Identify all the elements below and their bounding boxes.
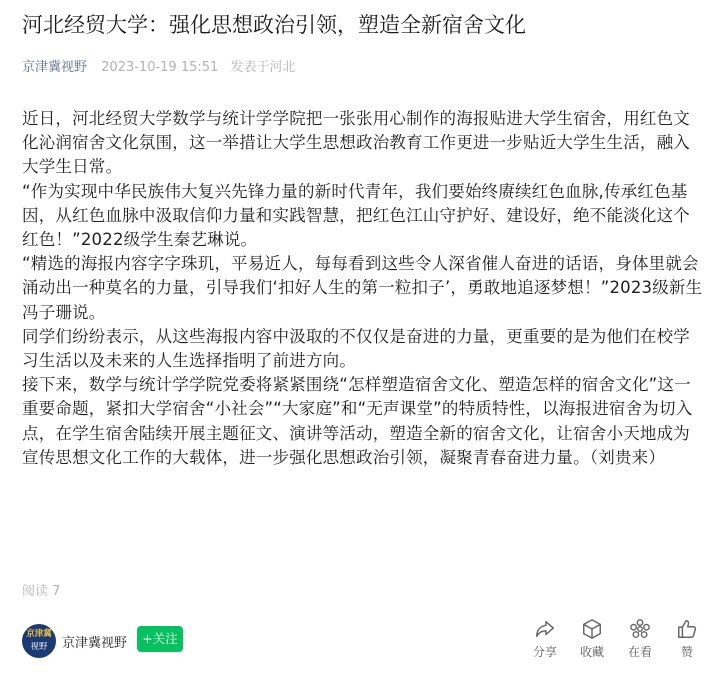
watching-icon [629, 618, 651, 640]
avatar-logo-text: 视野 [30, 642, 48, 652]
read-count: 阅读 7 [22, 584, 61, 599]
article-paragraph: 近日，河北经贸大学数学与统计学学院把一张张用心制作的海报贴进大学生宿舍，用红色文化沁润宿舍文化氛围，这一举措让大学生思想政治教育工作更进一步贴近大学生生活，融入大学生日常。 [22, 109, 690, 177]
collect-label: 收藏 [579, 645, 604, 659]
source-account-link[interactable]: 京津冀视野 [22, 60, 88, 75]
publish-location: 发表于河北 [230, 60, 296, 75]
article-paragraph: “精选的海报内容字字珠玑，平易近人，每每看到这些令人深省催人奋进的话语，身体里就会涌动出一种莫名的力量，引导我们‘扣好人生的第一粒扣子’，勇敢地追逐梦想！”2023级新生冯子珊说。 [22, 254, 703, 322]
watching-label: 在看 [627, 645, 652, 659]
publish-time: 2023-10-19 15:51 [101, 60, 219, 75]
share-button[interactable] [525, 618, 565, 660]
article-paragraph: 接下来，数学与统计学学院党委将紧紧围绕“怎样塑造宿舍文化、塑造怎样的宿舍文化”这一重要命题，紧扣大学宿舍“小社会”“大家庭”和“无声课堂”的特质特性，以海报进宿舍为切入点，在学生宿舍陆续开展主题征文、演讲等活动，塑造全新的宿舍文化，让宿舍小天地成为宣传思想文化工作的大载体，进一步强化思想政治引领，凝聚青春奋进力量。（刘贵来） [22, 375, 693, 467]
like-label: 赞 [680, 645, 693, 659]
account-avatar[interactable] [22, 624, 56, 658]
account-name[interactable]: 京津冀视野 [62, 636, 128, 651]
article-paragraph: “作为实现中华民族伟大复兴先锋力量的新时代青年，我们要始终赓续红色血脉,传承红色基因，从红色血脉中汲取信仰力量和实践智慧，把红色江山守护好、建设好，绝不能淡化这个红色！”2022级学生秦艺琳说。 [22, 181, 690, 250]
thumbs-up-icon [676, 618, 698, 640]
share-icon [534, 618, 556, 640]
article-title: 河北经贸大学：强化思想政治引领，塑造全新宿舍文化 [22, 13, 526, 37]
avatar-logo-text: 京津冀 [26, 629, 52, 639]
article-paragraph: 同学们纷纷表示，从这些海报内容中汲取的不仅仅是奋进的力量，更重要的是为他们在校学习生活以及未来的人生选择指明了前进方向。 [22, 326, 690, 371]
collect-button[interactable] [572, 618, 612, 660]
article-meta [22, 56, 295, 75]
article-footer-bar [0, 615, 727, 685]
like-button[interactable] [667, 618, 707, 660]
article-body [22, 107, 705, 470]
watching-button[interactable] [620, 618, 660, 660]
follow-button[interactable]: +关注 [137, 626, 183, 652]
share-label: 分享 [532, 645, 557, 659]
collect-icon [581, 618, 603, 640]
